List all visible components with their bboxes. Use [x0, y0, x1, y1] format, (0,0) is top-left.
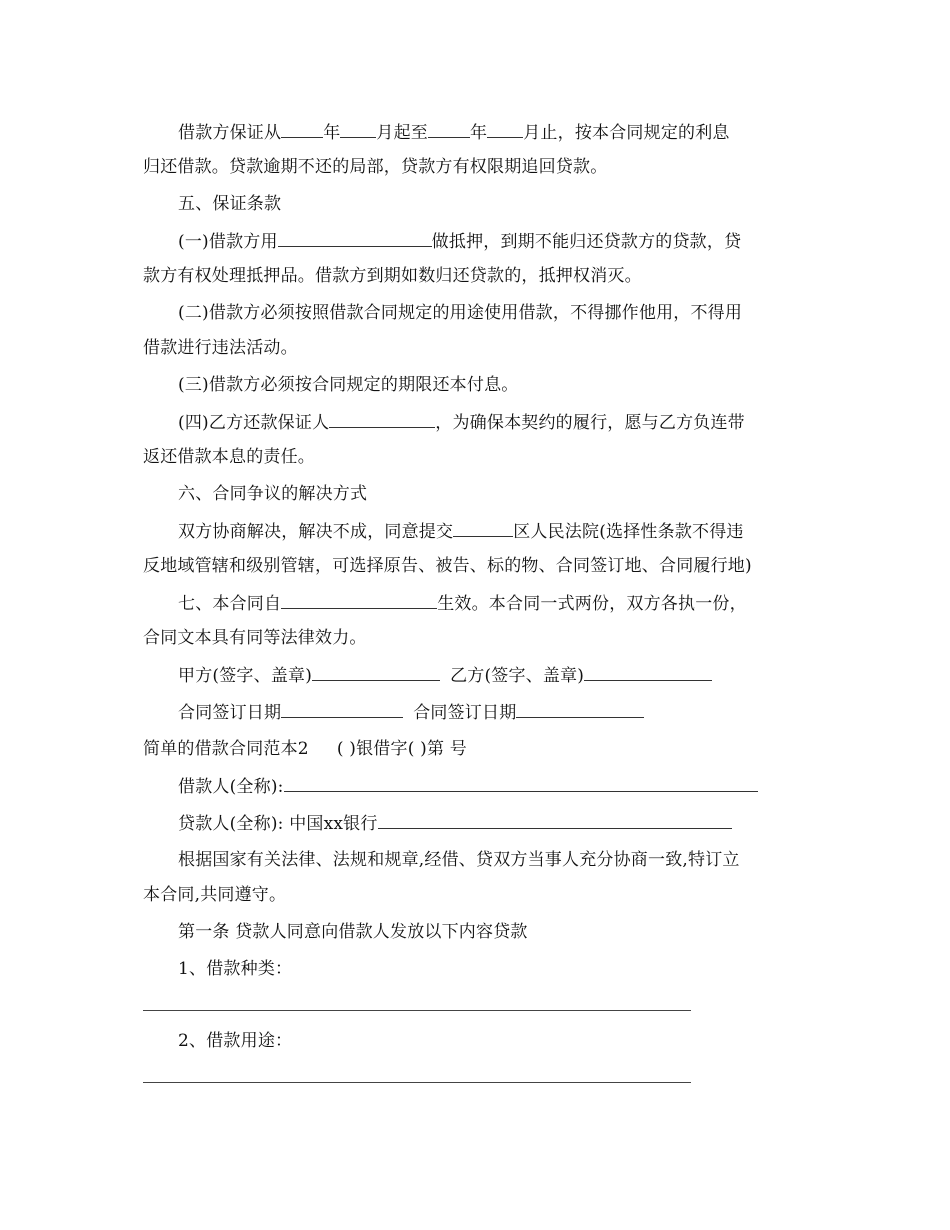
- paragraph-text: 归还借款。贷款逾期不还的局部，贷款方有权限期追回贷款。: [143, 157, 608, 177]
- template-title: 简单的借款合同范本2: [143, 739, 309, 759]
- blank-effective-date[interactable]: [281, 591, 437, 609]
- blank-start-month[interactable]: [340, 120, 376, 138]
- paragraph-text: 借款进行违法活动。: [143, 338, 298, 358]
- lender-line: 贷款人(全称): 中国xx银行: [178, 811, 813, 836]
- paragraph-text: 返还借款本息的责任。: [143, 447, 315, 467]
- guarantee-period-line: 借款方保证从 年 月起至 年 月止，按本合同规定的利息: [178, 120, 813, 145]
- blank-party-b-signature[interactable]: [584, 663, 712, 681]
- blank-party-a-date[interactable]: [281, 700, 403, 718]
- paragraph-text: 合同文本具有同等法律效力。: [143, 628, 367, 648]
- intro-line: 根据国家有关法律、法规和规章,经借、贷双方当事人充分协商一致,特订立: [178, 850, 740, 870]
- borrower-line: 借款人(全称):: [178, 774, 813, 799]
- clause-1-line: (一)借款方用 做抵押，到期不能归还贷款方的贷款，贷: [178, 229, 813, 254]
- contract-number: ( )银借字( )第 号: [336, 739, 467, 759]
- dispute-line: 双方协商解决，解决不成，同意提交 区人民法院(选择性条款不得违: [178, 519, 813, 544]
- clause-2-line: (二)借款方必须按照借款合同规定的用途使用借款，不得挪作他用，不得用: [178, 303, 743, 323]
- loan-type-label: 1、借款种类：: [178, 959, 293, 979]
- clause-4-line: (四)乙方还款保证人 ，为确保本契约的履行，愿与乙方负连带: [178, 410, 813, 435]
- section-heading-7: 七、本合同自 生效。本合同一式两份，双方各执一份，: [178, 591, 813, 616]
- blank-court[interactable]: [453, 519, 513, 537]
- section-heading-5: 五、保证条款: [178, 194, 282, 214]
- blank-borrower-name[interactable]: [284, 774, 758, 792]
- blank-party-a-signature[interactable]: [312, 663, 440, 681]
- paragraph-text: 本合同,共同遵守。: [143, 885, 287, 905]
- article-1-heading: 第一条 贷款人同意向借款人发放以下内容贷款: [178, 922, 528, 942]
- paragraph-text: 款方有权处理抵押品。借款方到期如数归还贷款的，抵押权消灭。: [143, 266, 642, 286]
- blank-loan-type[interactable]: [143, 1010, 691, 1011]
- blank-lender-branch[interactable]: [378, 811, 732, 829]
- blank-start-year[interactable]: [281, 120, 323, 138]
- loan-purpose-label: 2、借款用途：: [178, 1031, 293, 1051]
- blank-party-b-date[interactable]: [516, 700, 644, 718]
- blank-end-month[interactable]: [487, 120, 523, 138]
- blank-guarantor[interactable]: [329, 410, 435, 428]
- paragraph-text: 反地域管辖和级别管辖，可选择原告、被告、标的物、合同签订地、合同履行地): [143, 556, 752, 576]
- section-heading-6: 六、合同争议的解决方式: [178, 484, 368, 504]
- blank-collateral[interactable]: [278, 229, 432, 247]
- signature-line: 甲方(签字、盖章) 乙方(签字、盖章): [178, 663, 813, 688]
- blank-loan-purpose[interactable]: [143, 1082, 691, 1083]
- blank-end-year[interactable]: [428, 120, 470, 138]
- clause-3-line: (三)借款方必须按合同规定的期限还本付息。: [178, 375, 519, 395]
- template-title-line: [143, 737, 813, 761]
- signing-date-line: 合同签订日期 合同签订日期: [178, 700, 813, 725]
